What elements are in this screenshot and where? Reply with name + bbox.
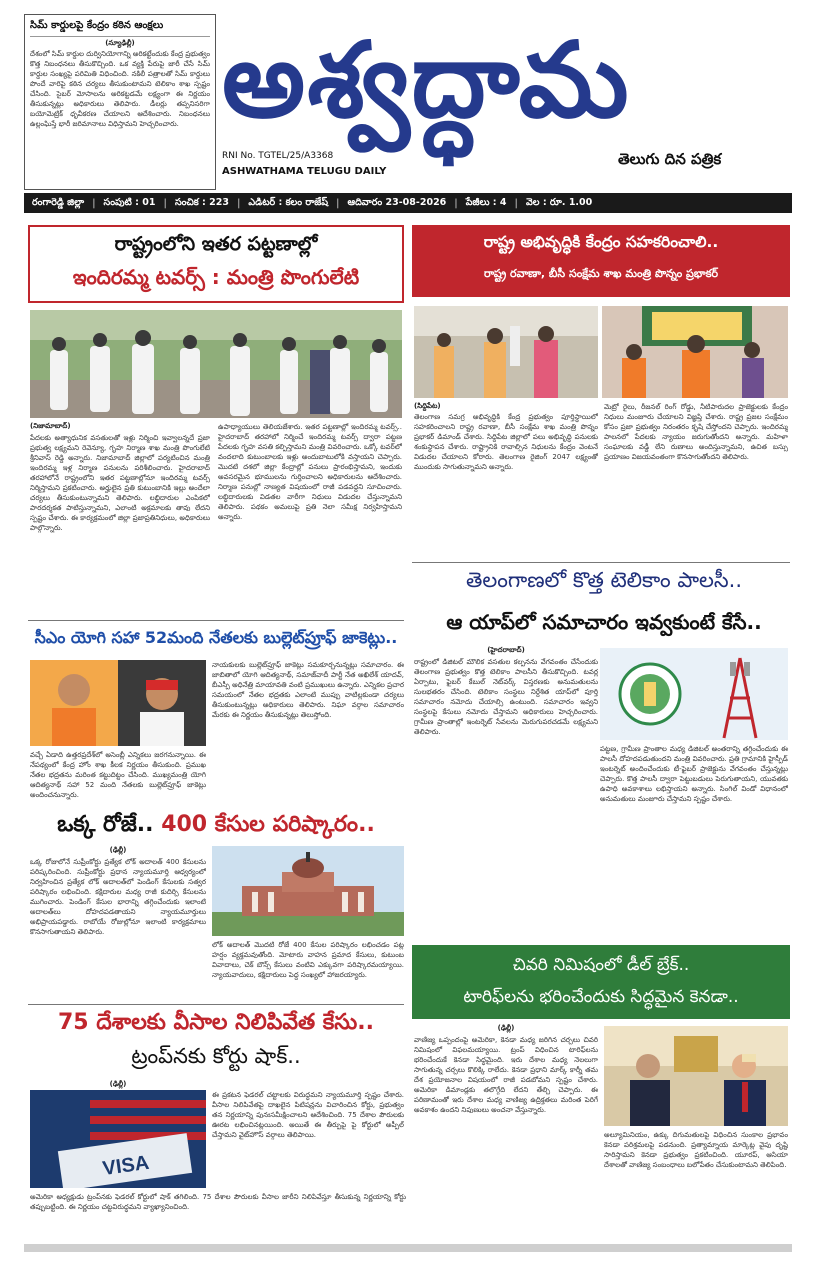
story7-dateline: (ఢిల్లీ) [109, 1080, 127, 1088]
side-story-body: దేశంలో సిమ్ కార్డుల దుర్వినియోగాన్ని అరికట్టేందుకు కేంద్ర ప్రభుత్వం కొత్త నిబంధనలు తీసుకొచ్చింది. ఒక వ్యక్తి పేరుపై జారీ చేసే సిమ్ కార్డుల సంఖ్యపై పరిమితి విధించింది. నకిలీ పత్రాలతో సిమ్ కార్డులు పొందే వారిపై కఠిన చర్యలు తీసుకుంటామని టెలికాం శాఖ స్పష్టం చేసింది. సైబర్ మోసాలను అరికట్టడమే లక్ష్యంగా ఈ నిర్ణయం తీసుకున్నట్లు అధికారులు తెలిపారు. డీలర్లు తప్పనిసరిగా బయోమెట్రిక్ ధృవీకరణ చేయాలని ఆదేశించారు. నిబంధనలు ఉల్లంఘిస్తే భారీ జరిమానాలు విధిస్తామని హెచ్చరించారు. [30, 50, 210, 128]
story5-headline-part1: ఒక్క రోజే.. [57, 812, 154, 837]
volume-label: సంపుటి : 01 [103, 196, 156, 208]
divider [412, 562, 790, 563]
story7-photo-visa [30, 1090, 206, 1188]
district-label: రంగారెడ్డి జిల్లా [32, 196, 85, 208]
story5-body-col1: ఒక్క రోజులోనే సుప్రీంకోర్టు ప్రత్యేక లోక్ అదాలత్ 400 కేసులను పరిష్కరించింది. సుప్రీంకోర్టు ప్రధాన న్యాయమూర్తి ఆధ్వర్యంలో నిర్వహించిన ప్రత్యేక లోక్ అదాలత్‌లో పెండింగ్ కేసులకు సత్వర పరిష్కారం లభించింది. కక్షిదారుల మధ్య రాజీ కుదిర్చి కేసులను ముగించారు. పెండింగ్ కేసుల భారాన్ని తగ్గించేందుకు ఇలాంటి అదాలత్‌లు దోహదపడతాయని న్యాయమూర్తులు అభిప్రాయపడ్డారు. రాబోయే రోజుల్లోనూ ఇలాంటి కార్యక్రమాలు కొనసాగుతాయని తెలిపారు. [30, 858, 206, 936]
story7-body-col2: ఈ ప్రకటన ఫెడరల్ చట్టాలకు విరుద్ధమని న్యాయమూర్తి స్పష్టం చేశారు. వీసాల నిలిపివేతపై దాఖలైన పిటిషన్లను విచారించిన కోర్టు, ప్రభుత్వం తన నిర్ణయాన్ని పునఃసమీక్షించాలని ఆదేశించింది. 75 దేశాల పౌరులకు ఊరట లభించినట్లయింది. అయితే ఈ తీర్పుపై పై కోర్టులో అప్పీల్ చేస్తామని వైట్‌హౌస్ వర్గాలు తెలిపాయి. [212, 1091, 404, 1139]
story7-headline-line1: 75 దేశాలకు వీసాల నిలిపివేత కేసు.. [57, 1010, 375, 1035]
story6-headline-box [412, 945, 790, 1019]
story2-body-col1: తెలంగాణ సమగ్ర అభివృద్ధికి కేంద్ర ప్రభుత్వం పూర్తిస్థాయిలో సహకరించాలని రాష్ట్ర రవాణా, బీసీ సంక్షేమ శాఖ మంత్రి పొన్నం ప్రభాకర్ డిమాండ్ చేశారు. సిద్దిపేట జిల్లాలో పలు అభివృద్ధి పనులకు శంకుస్థాపన చేశారు. రాష్ట్రానికి రావాల్సిన నిధులను కేంద్రం వెంటనే విడుదల చేయాలని కోరారు. తెలంగాణ రైజింగ్ 2047 లక్ష్యంతో ముందుకు సాగుతున్నామని అన్నారు. [414, 413, 598, 471]
story6-dateline: (ఢిల్లీ) [497, 1024, 515, 1032]
story3-headline-line1: తెలంగాణలో కొత్త టెలికాం పాలసీ.. [466, 568, 742, 592]
story5-headline [28, 812, 404, 842]
story3-body-col2: పట్టణ, గ్రామీణ ప్రాంతాల మధ్య డిజిటల్ అంతరాన్ని తగ్గించేందుకు ఈ పాలసీ దోహదపడుతుందని మంత్రి వివరించారు. ప్రతి గ్రామానికి హైస్పీడ్ ఇంటర్నెట్ అందించేందుకు టీ-ఫైబర్ ప్రాజెక్టును వేగవంతం చేస్తున్నట్లు చెప్పారు. కొత్త పాలసీ ద్వారా పెట్టుబడులు పెరుగుతాయని, యువతకు ఉపాధి అవకాశాలు లభిస్తాయని అన్నారు. సింగిల్ విండో విధానంలో అనుమతులు మంజూరు చేస్తామని స్పష్టం చేశారు. [600, 745, 788, 803]
story1-dateline: (నిజామాబాద్) [30, 422, 71, 430]
date-label: ఆదివారం 23-08-2026 [347, 196, 447, 208]
side-story-headline: సిమ్ కార్డులపై కేంద్రం కఠిన ఆంక్షలు [30, 19, 210, 37]
issue-label: సంచిక : 223 [174, 196, 229, 208]
story2-photo-left [414, 306, 598, 398]
story3-photo [600, 648, 788, 740]
story1-headline-box [28, 225, 404, 303]
story6-headline-line1: చివరి నిమిషంలో డీల్ బ్రేక్.. [512, 955, 690, 975]
rni-number: RNI No. TGTEL/25/A3368 [222, 151, 334, 161]
story2-headline-line1: రాష్ట్ర అభివృద్ధికి కేంద్రం సహకరించాలి.. [483, 233, 719, 251]
story5-headline-part2: 400 కేసుల పరిష్కారం.. [161, 812, 375, 837]
story1-body-col2: ఉపాధ్యాయులు తెలియజేశారు. ఇతర పట్టణాల్లో ఇందిరమ్మ టవర్స్.. హైదరాబాద్‌ తరహాలో నిర్మించే ఇందిరమ్మ టవర్స్ ద్వారా పట్టణ పేదలకు గృహ వసతి కల్పిస్తామని మంత్రి వివరించారు. ఒక్కో టవర్‌లో వందలాది కుటుంబాలకు ఇళ్లు అందుబాటులోకి వస్తాయని చెప్పారు. మొదటి దశలో జిల్లా కేంద్రాల్లో పనులు ప్రారంభిస్తామని, ఇందుకు అవసరమైన భూములను గుర్తించాలని అధికారులను ఆదేశించారు. నిర్మాణ పనుల్లో నాణ్యత విషయంలో రాజీ పడవద్దని సూచించారు. లబ్ధిదారులకు విడతల వారీగా నిధులు విడుదల చేస్తున్నామని తెలిపారు. పథకం అమలుపై ప్రతి నెలా సమీక్ష నిర్వహిస్తామని అన్నారు. [218, 423, 402, 521]
story2-body-col2: మెట్రో రైలు, రీజనల్ రింగ్ రోడ్డు, నీటిపారుదల ప్రాజెక్టులకు కేంద్రం నిధులు మంజూరు చేయాలని విజ్ఞప్తి చేశారు. రాష్ట్ర ప్రజల సంక్షేమం కోసం ప్రజా ప్రభుత్వం నిరంతరం కృషి చేస్తోందని చెప్పారు. ఇందిరమ్మ పాలనలో పేదలకు న్యాయం జరుగుతోందని అన్నారు. మహిళా సంఘాలకు వడ్డీ లేని రుణాలు అందిస్తున్నామని, ఉచిత బస్సు ప్రయాణం విజయవంతంగా కొనసాగుతోందని తెలిపారు. [604, 403, 788, 461]
newspaper-logo: అశ్వద్ధామ [222, 19, 631, 141]
story5-photo-supreme-court [212, 846, 404, 936]
story1-headline-line2: ఇందిరమ్మ టవర్స్ : మంత్రి పొంగులేటి [72, 265, 360, 289]
divider [28, 1004, 404, 1005]
story6-headline-line2: టారిఫ్‌లను భరించేందుకు సిద్ధమైన కెనడా.. [463, 987, 739, 1007]
price-label: వెల : రూ. 1.00 [526, 196, 593, 208]
story4-body-col2: నాయకులకు బుల్లెట్‌ప్రూఫ్ జాకెట్లు సమకూర్చనున్నట్లు సమాచారం. ఈ జాబితాలో యోగి ఆదిత్యనాథ్, సమాజ్‌వాదీ పార్టీ నేత అఖిలేశ్ యాదవ్, బీఎస్పీ అధినేత్రి మాయావతి వంటి ప్రముఖులు ఉన్నారు. ఎన్నికల ప్రచార సమయంలో నేతల భద్రతకు ఎలాంటి ముప్పు వాటిల్లకుండా చర్యలు తీసుకుంటున్నట్లు అధికారులు తెలిపారు. నిఘా వర్గాల సమాచారం మేరకు ఈ నిర్ణయం తీసుకున్నట్లు తెలుస్తోంది. [212, 661, 404, 719]
story1-body-col1: పేదలకు అత్యాధునిక వసతులతో ఇళ్లు నిర్మించి ఇవ్వాలన్నదే ప్రజా ప్రభుత్వ లక్ష్యమని రెవెన్యూ, గృహ నిర్మాణ శాఖ మంత్రి పొంగులేటి శ్రీనివాస్ రెడ్డి అన్నారు. నిజామాబాద్ జిల్లాలో పర్యటించిన మంత్రి ఇందిరమ్మ ఇళ్ల నిర్మాణ పనులను పరిశీలించారు. హైదరాబాద్‌ తరహాలోనే రాష్ట్రంలోని ఇతర పట్టణాల్లోనూ ఇందిరమ్మ టవర్స్ నిర్మిస్తామని ప్రకటించారు. అర్హులైన ప్రతి కుటుంబానికి ఇల్లు అందేలా చర్యలు తీసుకుంటున్నామని తెలిపారు. లబ్ధిదారుల ఎంపికలో పారదర్శకత పాటిస్తున్నామని, ఎలాంటి అక్రమాలకు తావు లేదని స్పష్టం చేశారు. ఈ కార్యక్రమంలో జిల్లా ప్రజాప్రతినిధులు, అధికారులు పాల్గొన్నారు. [30, 434, 210, 532]
story6-body-col2: అల్యూమినియం, ఉక్కు దిగుమతులపై విధించిన సుంకాల ప్రభావం కెనడా పరిశ్రమలపై పడనుంది. ప్రత్యామ్నాయ మార్కెట్ల వైపు దృష్టి సారిస్తామని కెనడా ప్రభుత్వం ప్రకటించింది. యూరప్, ఆసియా దేశాలతో వాణిజ్య సంబంధాలు బలోపేతం చేసుకుంటామని తెలిపింది. [604, 1131, 788, 1169]
story6-body-col1: వాణిజ్య ఒప్పందంపై అమెరికా, కెనడా మధ్య జరిగిన చర్చలు చివరి నిమిషంలో విఫలమయ్యాయి. ట్రంప్ విధించిన టారిఫ్‌లను భరించేందుకే కెనడా సిద్ధమైంది. ఇరు దేశాల మధ్య నెలలుగా సాగుతున్న చర్చలు కొలిక్కి రాలేదు. కెనడా ప్రధాని మార్క్ కార్నీ తమ దేశ ప్రయోజనాల విషయంలో రాజీ పడబోమని స్పష్టం చేశారు. అమెరికా డిమాండ్లకు తలొగ్గేది లేదని తేల్చి చెప్పారు. ఈ పరిణామంతో ఇరు దేశాల మధ్య వాణిజ్య ఉద్రిక్తతలు మరింత పెరిగే అవకాశం ఉందని నిపుణులు అంచనా వేస్తున్నారు. [414, 1036, 598, 1114]
story3-headline-line2: ఆ యాప్‌లో సమాచారం ఇవ్వకుంటే కేసే.. [446, 610, 762, 634]
story3-dateline: (హైదరాబాద్) [487, 646, 525, 654]
story6-photo [604, 1026, 788, 1126]
story2-headline-box [412, 225, 790, 297]
story1-headline-line1: రాష్ట్రంలోని ఇతర పట్టణాల్లో [114, 233, 318, 255]
story4-headline: సీఎం యోగి సహా 52మంది నేతలకు బుల్లెట్‌ప్రూఫ్ జాకెట్లు.. [34, 628, 398, 647]
editor-label: ఎడిటర్ : కలం రాజేష్ [248, 196, 329, 208]
story4-photo [30, 660, 206, 746]
pages-label: పేజీలు : 4 [465, 196, 507, 208]
side-story-box [24, 14, 216, 190]
footer-bar [24, 1244, 792, 1252]
side-story-dateline: (న్యూఢిల్లీ) [105, 39, 135, 47]
story2-photo-right [602, 306, 788, 398]
story3-body-col1: రాష్ట్రంలో డిజిటల్ మౌలిక వసతుల కల్పనను వేగవంతం చేసేందుకు తెలంగాణ ప్రభుత్వం కొత్త టెలికాం పాలసీని తీసుకొచ్చింది. టవర్ల ఏర్పాటు, ఫైబర్ కేబుల్ నెట్‌వర్క్ విస్తరణకు అనుమతులను సులభతరం చేసింది. టెలికాం సంస్థలు నిర్దేశిత యాప్‌లో పూర్తి సమాచారం నమోదు చేయాల్సి ఉంటుంది. సమాచారం ఇవ్వని సంస్థలపై కేసులు నమోదు చేస్తామని అధికారులు హెచ్చరించారు. గ్రామీణ ప్రాంతాల్లో ఇంటర్నెట్ సేవలను మెరుగుపరచడమే లక్ష్యమని తెలిపారు. [414, 658, 598, 736]
story5-body-col2: లోక్ అదాలత్ మొదటి రోజే 400 కేసుల పరిష్కారం లభించడం పట్ల హర్షం వ్యక్తమవుతోంది. మోటారు వాహన ప్రమాద కేసులు, కుటుంబ వివాదాలు, చెక్ బౌన్స్ కేసులు వంటివి ఎక్కువగా పరిష్కారమయ్యాయి. న్యాయవాదులు, కక్షిదారులు పెద్ద సంఖ్యలో హాజరయ్యారు. [212, 941, 404, 979]
story1-photo [30, 310, 402, 418]
divider [28, 620, 404, 621]
english-name: ASHWATHAMA TELUGU DAILY [222, 166, 387, 177]
story2-dateline: (సిద్దిపేట) [414, 402, 441, 410]
story2-headline-line2: రాష్ట్ర రవాణా, బీసీ సంక్షేమ శాఖ మంత్రి పొన్నం ప్రభాకర్ [483, 267, 719, 280]
story7-photo-label: VISA [101, 1151, 151, 1181]
story5-dateline: (ఢిల్లీ) [109, 846, 127, 854]
story7-headline-line2: ట్రంప్‌నకు కోర్టు షాక్.. [131, 1044, 301, 1068]
issue-info-bar: రంగారెడ్డి జిల్లా | సంపుటి : 01 | సంచిక : 223 | ఎడిటర్ : కలం రాజేష్ | ఆదివారం 23-08-2026 | పేజీలు : 4 | వెల : రూ. 1.00 [24, 193, 792, 213]
tagline: తెలుగు దిన పత్రిక [618, 150, 722, 168]
story7-body-col1: అమెరికా అధ్యక్షుడు ట్రంప్‌నకు ఫెడరల్ కోర్టులో షాక్ తగిలింది. 75 దేశాల పౌరులకు వీసాల జారీని నిలిపివేస్తూ తీసుకున్న నిర్ణయాన్ని కోర్టు తప్పుబట్టింది. ఈ నిర్ణయం చట్టవిరుద్ధమని వ్యాఖ్యానించింది. [30, 1193, 406, 1211]
story4-body-col1: వచ్చే ఏడాది ఉత్తరప్రదేశ్‌లో అసెంబ్లీ ఎన్నికలు జరగనున్నాయి. ఈ నేపథ్యంలో కేంద్ర హోం శాఖ కీలక నిర్ణయం తీసుకుంది. ప్రముఖ నేతల భద్రతను మరింత కట్టుదిట్టం చేసింది. ముఖ్యమంత్రి యోగి ఆదిత్యనాథ్ సహా 52 మంది నేతలకు బుల్లెట్‌ప్రూఫ్ జాకెట్లు అందించనున్నారు. [30, 751, 206, 799]
